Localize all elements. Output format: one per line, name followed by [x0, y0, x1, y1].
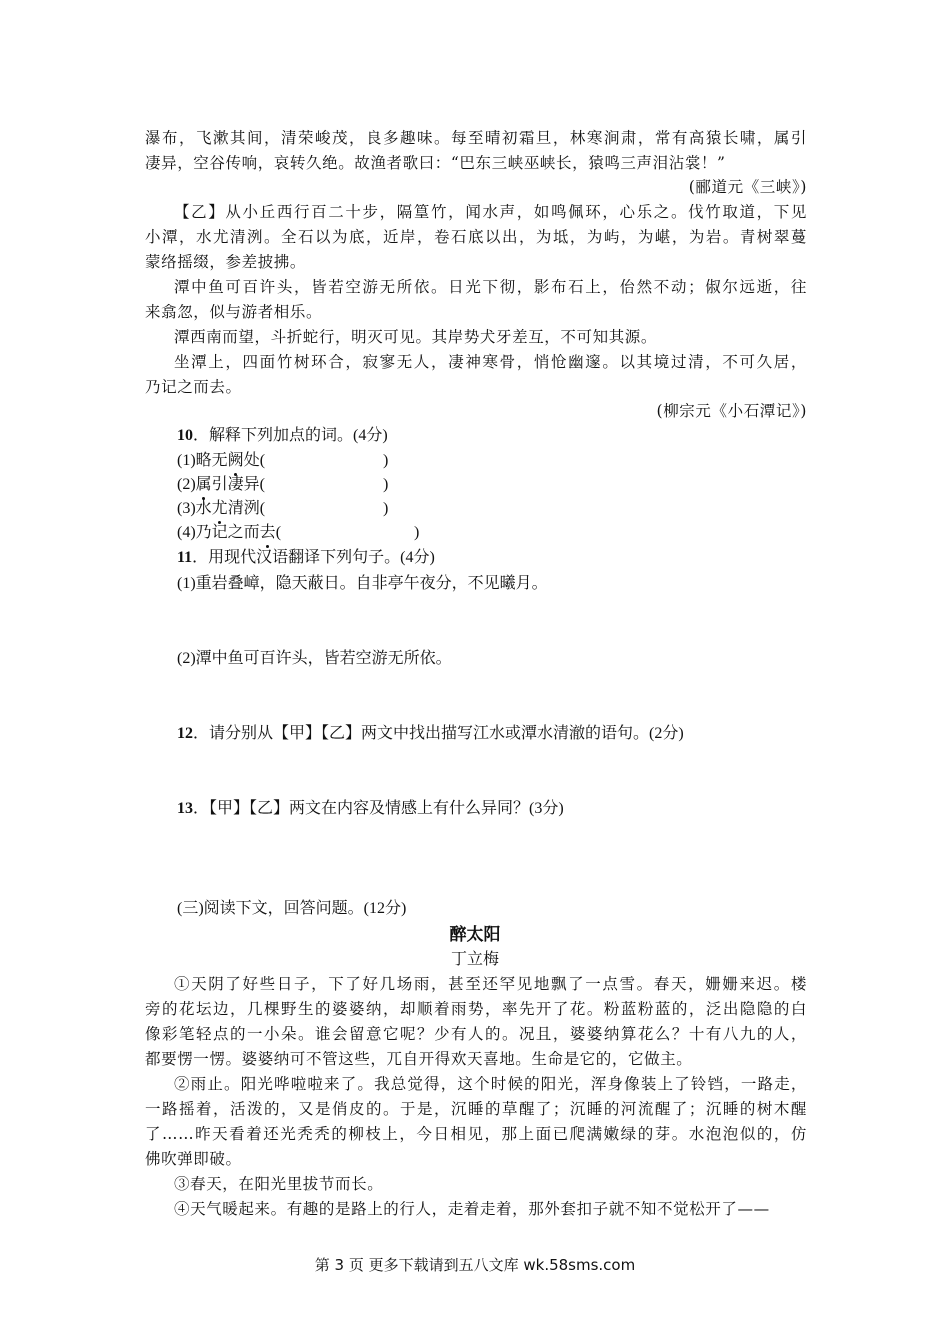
dotted-word: 属 [196, 474, 212, 496]
question-number: 10 [177, 427, 193, 444]
yi-line-7: 坐潭上，四面竹树环合，寂寥无人，凄神寒骨，悄怆幽邃。以其境过清，不可久居， [174, 353, 807, 371]
yi-source: (柳宗元《小石潭记》) [656, 402, 807, 420]
question-10 [177, 425, 388, 447]
item-text: (2) [177, 476, 196, 493]
question-13 [177, 798, 564, 820]
essay-line-6: 一路摇着，活泼的，又是俏皮的。于是，沉睡的草醒了；沉睡的河流醒了；沉睡的树木醒 [145, 1100, 807, 1118]
yi-line-6: 潭西南而望，斗折蛇行，明灭可见。其岸势犬牙差互，不可知其源。 [174, 328, 658, 346]
q11-item-2: (2)潭中鱼可百许头，皆若空游无所依。 [177, 650, 452, 667]
dotted-word: 去 [260, 522, 276, 544]
essay-line-7: 了……昨天看着还光秃秃的柳枝上，今日相见，那上面已爬满嫩绿的芽。水泡泡似的，仿 [145, 1125, 807, 1143]
item-text: (4)乃记之而 [177, 524, 260, 541]
question-stem: ．请分别从【甲】【乙】两文中找出描写江水或潭水清澈的语句。(2分) [193, 725, 684, 742]
essay-line-4: 都要愣一愣。婆婆纳可不管这些，兀自开得欢天喜地。生命是它的，它做主。 [145, 1050, 693, 1068]
q10-item-3 [177, 498, 388, 520]
item-text: (1)略无 [177, 452, 228, 469]
question-number: 11 [177, 549, 193, 566]
essay-line-10: ④天气暖起来。有趣的是路上的行人，走着走着，那外套扣子就不知不觉松开了—— [174, 1200, 770, 1218]
section-3-heading: (三)阅读下文，回答问题。(12分) [177, 900, 407, 917]
question-11 [177, 547, 435, 569]
essay-line-8: 佛吹弹即破。 [145, 1150, 242, 1168]
yi-line-3: 蒙络摇缀，参差披拂。 [145, 253, 307, 271]
item-text: ) [383, 500, 389, 517]
q10-item-2 [177, 474, 388, 496]
item-text: (3)水 [177, 500, 212, 517]
item-text: ) [414, 524, 420, 541]
dotted-word: 尤 [212, 498, 228, 520]
q10-item-1 [177, 450, 388, 472]
yi-line-8: 乃记之而去。 [145, 378, 242, 396]
item-text: 处( [243, 452, 266, 469]
question-number: 13 [177, 800, 193, 817]
item-text: ( [275, 524, 282, 541]
page-footer: 第 3 页 更多下载请到五八文库 wk.58sms.com [314, 1256, 636, 1274]
yi-line-2: 小潭，水尤清洌。全石以为底，近岸，卷石底以出，为坻，为屿，为嵁，为岩。青树翠蔓 [145, 228, 807, 246]
question-stem: ．用现代汉语翻译下列句子。(4分) [192, 549, 435, 566]
item-text: 引凄异( [211, 476, 266, 493]
q10-item-4 [177, 522, 419, 544]
essay-line-2: 旁的花坛边，几棵野生的婆婆纳，却顺着雨势，率先开了花。粉蓝粉蓝的，泛出隐隐的白 [145, 1000, 807, 1018]
q11-item-1: (1)重岩叠嶂，隐天蔽日。自非亭午夜分，不见曦月。 [177, 575, 548, 592]
yi-line-4: 潭中鱼可百许头，皆若空游无所依。日光下彻，影布石上，佁然不动；俶尔远逝，往 [174, 278, 807, 296]
question-stem: ．【甲】【乙】两文在内容及情感上有什么异同？(3分) [193, 800, 564, 817]
jia-line-1: 瀑布，飞漱其间，清荣峻茂，良多趣味。每至晴初霜旦，林寒涧肃，常有高猿长啸，属引 [145, 129, 807, 147]
essay-line-9: ③春天，在阳光里拔节而长。 [174, 1175, 384, 1193]
item-text: 清洌( [227, 500, 266, 517]
essay-line-3: 像彩笔轻点的一小朵。谁会留意它呢？少有人的。况且，婆婆纳算花么？十有八九的人， [145, 1025, 807, 1043]
essay-line-5: ②雨止。阳光哗啦啦来了。我总觉得，这个时候的阳光，浑身像装上了铃铛，一路走， [174, 1075, 807, 1093]
dotted-word: 阙 [228, 450, 244, 472]
question-12 [177, 723, 684, 745]
jia-line-2: 凄异，空谷传响，哀转久绝。故渔者歌曰：“巴东三峡巫峡长，猿鸣三声泪沾裳！” [145, 154, 726, 172]
essay-line-1: ①天阴了好些日子，下了好几场雨，甚至还罕见地飘了一点雪。春天，姗姗来迟。楼 [174, 975, 807, 993]
question-number: 12 [177, 725, 193, 742]
jia-source: (郦道元《三峡》) [688, 178, 807, 196]
essay-title: 醉太阳 [449, 925, 501, 945]
yi-line-5: 来翕忽，似与游者相乐。 [145, 303, 323, 321]
essay-author: 丁立梅 [450, 949, 499, 968]
item-text: ) [383, 476, 389, 493]
item-text: ) [383, 452, 389, 469]
yi-line-1: 【乙】从小丘西行百二十步，隔篁竹，闻水声，如鸣佩环，心乐之。伐竹取道，下见 [174, 203, 807, 221]
question-stem: ．解释下列加点的词。(4分) [193, 427, 388, 444]
